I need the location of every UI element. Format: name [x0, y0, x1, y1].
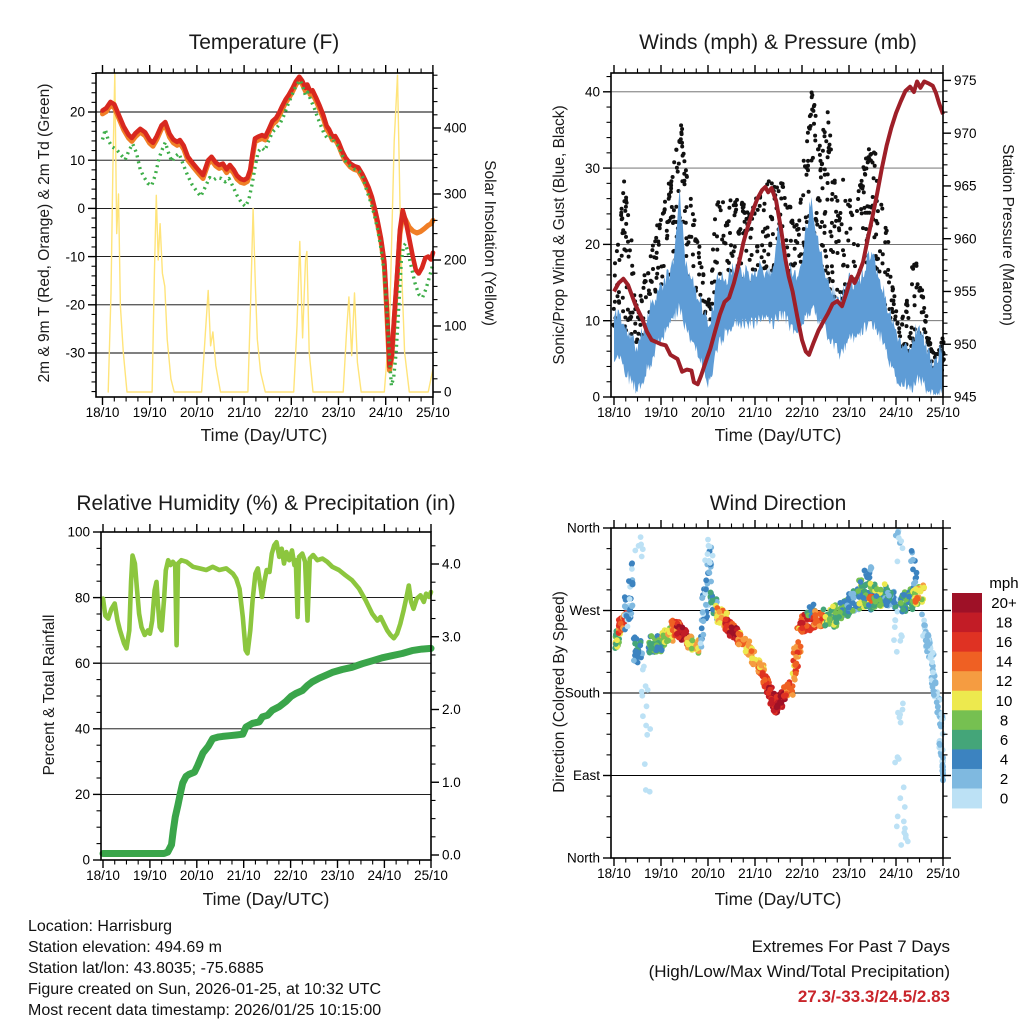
svg-text:4: 4: [999, 751, 1009, 769]
svg-text:40: 40: [74, 721, 90, 737]
svg-text:8: 8: [999, 712, 1009, 730]
svg-text:25/10: 25/10: [926, 866, 960, 881]
svg-text:24/10: 24/10: [879, 405, 913, 420]
svg-text:10: 10: [584, 313, 600, 329]
svg-text:970: 970: [954, 125, 977, 141]
svg-text:945: 945: [954, 389, 977, 405]
svg-text:25/10: 25/10: [414, 868, 448, 883]
x-axis-label-time-tr: Time (Day/UTC): [714, 425, 842, 445]
svg-text:300: 300: [444, 186, 467, 202]
svg-text:975: 975: [954, 73, 977, 89]
chart-title-wind-direction: Wind Direction: [709, 492, 847, 515]
svg-text:18/10: 18/10: [597, 405, 631, 420]
svg-text:2.0: 2.0: [442, 702, 461, 718]
svg-text:0: 0: [82, 852, 90, 868]
svg-text:North: North: [566, 520, 600, 536]
svg-text:12: 12: [995, 673, 1013, 691]
y-axis-label-direction: Direction (Colored By Speed): [551, 591, 568, 793]
svg-text:18/10: 18/10: [86, 868, 120, 883]
footer-created: Figure created on Sun, 2026-01-25, at 10:32 UTC: [28, 981, 382, 998]
extremes-line2: (High/Low/Max Wind/Total Precipitation): [648, 962, 950, 981]
svg-text:21/10: 21/10: [738, 866, 772, 881]
svg-text:20: 20: [584, 237, 600, 253]
svg-text:20: 20: [74, 787, 90, 803]
x-axis-label-time-tl: Time (Day/UTC): [200, 425, 328, 445]
svg-text:14: 14: [995, 653, 1013, 671]
svg-text:-20: -20: [65, 297, 85, 313]
svg-text:30: 30: [584, 160, 600, 176]
svg-text:20/10: 20/10: [691, 405, 725, 420]
svg-text:23/10: 23/10: [321, 405, 356, 420]
svg-text:20/10: 20/10: [179, 868, 214, 883]
svg-text:21/10: 21/10: [738, 405, 772, 420]
svg-text:6: 6: [999, 731, 1009, 749]
svg-text:23/10: 23/10: [832, 866, 866, 881]
svg-text:200: 200: [444, 252, 467, 268]
svg-text:-30: -30: [65, 345, 85, 361]
svg-text:4.0: 4.0: [442, 556, 461, 572]
wind-direction-plot: [565, 520, 1019, 881]
svg-text:North: North: [566, 850, 600, 866]
svg-text:0.0: 0.0: [442, 847, 461, 863]
svg-text:10: 10: [995, 692, 1013, 710]
y-axis-label-pressure: Station Pressure (Maroon): [999, 144, 1016, 326]
footer-latlon: Station lat/lon: 43.8035; -75.6885: [28, 960, 264, 977]
extremes-summary: [649, 934, 950, 1009]
svg-text:18/10: 18/10: [85, 405, 120, 420]
svg-text:22/10: 22/10: [785, 866, 819, 881]
station-info-footer: [28, 916, 381, 1021]
x-axis-label-time-bl: Time (Day/UTC): [202, 889, 330, 909]
svg-text:40: 40: [584, 84, 600, 100]
svg-text:2: 2: [999, 770, 1009, 788]
chart-title-temperature: Temperature (F): [188, 31, 340, 54]
extremes-values: 27.3/-33.3/24.5/2.83: [797, 987, 950, 1006]
svg-text:West: West: [569, 603, 600, 619]
svg-text:23/10: 23/10: [832, 405, 866, 420]
footer-elevation: Station elevation: 494.69 m: [28, 939, 222, 956]
svg-text:400: 400: [444, 120, 467, 136]
svg-text:25/10: 25/10: [926, 405, 960, 420]
direction-dots: [612, 528, 946, 848]
svg-text:21/10: 21/10: [227, 405, 261, 420]
svg-text:955: 955: [954, 284, 977, 300]
svg-text:25/10: 25/10: [416, 405, 450, 420]
svg-text:24/10: 24/10: [368, 405, 403, 420]
y-axis-label-solar: Solar Insolation (Yellow): [481, 160, 498, 326]
y-axis-label-temperature: 2m & 9m T (Red, Orange) & 2m Td (Green): [36, 83, 53, 383]
svg-text:South: South: [564, 685, 600, 701]
humidity-precip-plot: [67, 524, 460, 883]
svg-text:East: East: [572, 768, 600, 784]
svg-text:22/10: 22/10: [273, 868, 308, 883]
temperature-plot: [65, 65, 466, 420]
extremes-line1: Extremes For Past 7 Days: [751, 937, 950, 956]
svg-text:20+: 20+: [991, 595, 1017, 613]
svg-text:60: 60: [74, 655, 90, 671]
svg-text:24/10: 24/10: [367, 868, 402, 883]
svg-text:20/10: 20/10: [180, 405, 214, 420]
svg-text:18/10: 18/10: [597, 866, 631, 881]
footer-latest-timestamp: Most recent data timestamp: 2026/01/25 10:15:00: [28, 1002, 382, 1019]
y-axis-label-wind-gust: Sonic/Prop Wind & Gust (Blue, Black): [551, 105, 568, 365]
svg-text:18: 18: [995, 614, 1013, 632]
svg-text:100: 100: [444, 318, 467, 334]
svg-text:0: 0: [444, 384, 452, 400]
svg-text:0: 0: [77, 201, 85, 217]
y-axis-label-percent-rainfall: Percent & Total Rainfall: [41, 614, 58, 776]
svg-text:21/10: 21/10: [226, 868, 261, 883]
colorbar-title: mph: [989, 575, 1019, 592]
svg-text:19/10: 19/10: [132, 405, 167, 420]
svg-text:22/10: 22/10: [274, 405, 309, 420]
svg-text:16: 16: [995, 634, 1013, 652]
svg-text:24/10: 24/10: [879, 866, 913, 881]
svg-text:23/10: 23/10: [320, 868, 355, 883]
svg-text:960: 960: [954, 231, 977, 247]
svg-text:19/10: 19/10: [133, 868, 167, 883]
svg-text:100: 100: [67, 524, 90, 540]
speed-colorbar: [952, 575, 1019, 808]
x-axis-label-time-br: Time (Day/UTC): [714, 889, 842, 909]
svg-text:80: 80: [74, 590, 90, 606]
svg-text:20: 20: [69, 104, 85, 120]
svg-text:0: 0: [592, 389, 600, 405]
svg-text:-10: -10: [65, 249, 85, 265]
chart-title-winds-pressure: Winds (mph) & Pressure (mb): [639, 31, 917, 54]
footer-location: Location: Harrisburg: [28, 918, 173, 935]
winds-pressure-plot: [585, 65, 977, 420]
svg-text:3.0: 3.0: [442, 629, 461, 645]
chart-title-humidity-precip: Relative Humidity (%) & Precipitation (in): [76, 492, 456, 515]
svg-text:1.0: 1.0: [442, 774, 461, 790]
total-rainfall-line: [103, 648, 431, 853]
svg-text:19/10: 19/10: [644, 405, 678, 420]
svg-text:22/10: 22/10: [785, 405, 819, 420]
svg-text:10: 10: [69, 152, 85, 168]
svg-text:965: 965: [954, 178, 977, 194]
svg-text:0: 0: [999, 790, 1009, 808]
svg-text:20/10: 20/10: [691, 866, 725, 881]
svg-text:19/10: 19/10: [644, 866, 678, 881]
svg-text:950: 950: [954, 336, 977, 352]
